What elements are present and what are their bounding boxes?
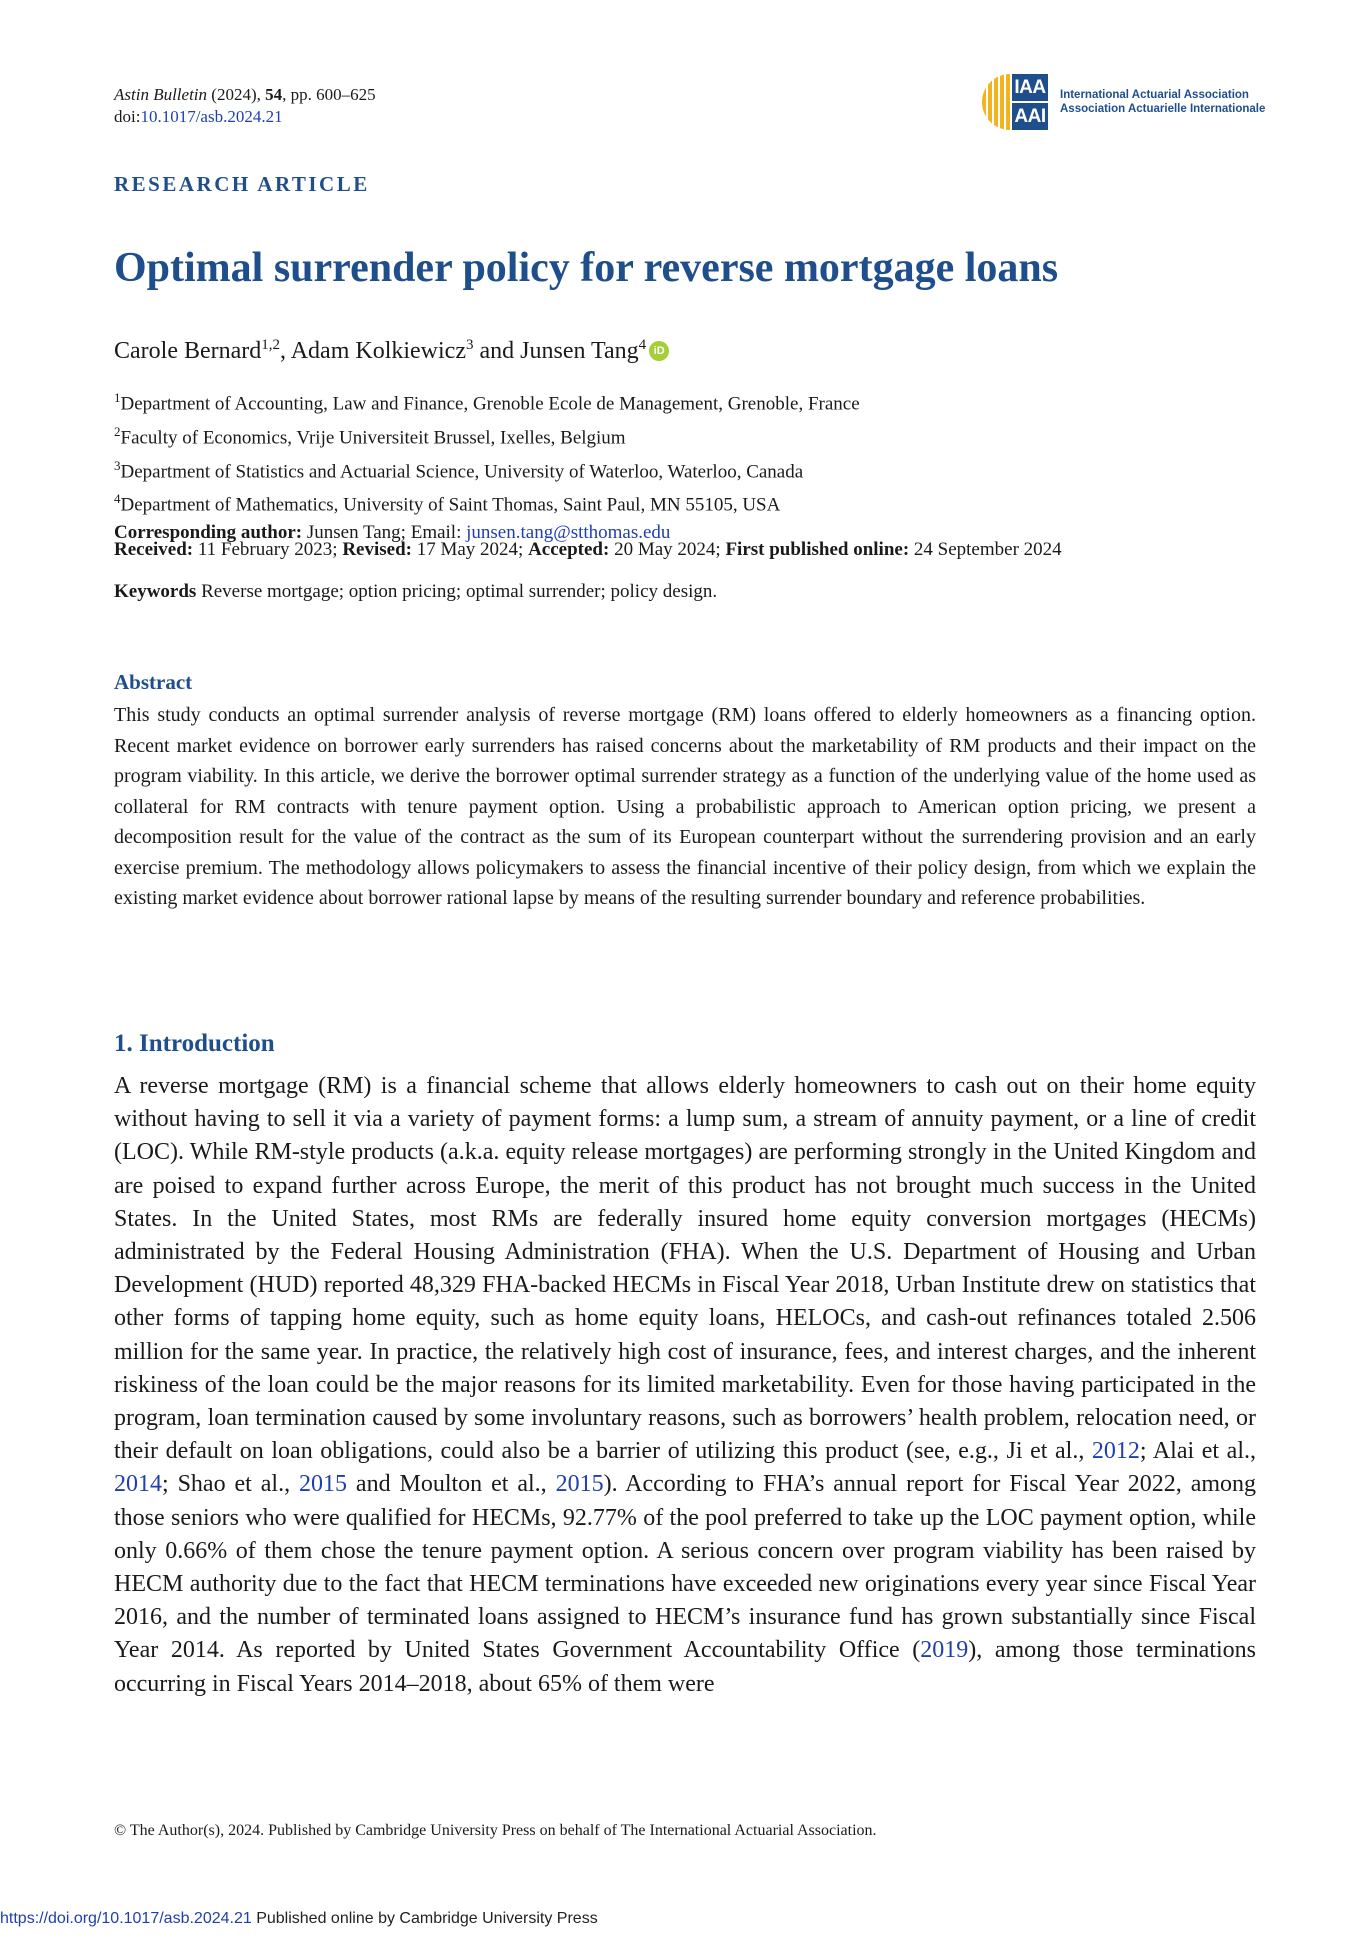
keywords: [114, 580, 717, 604]
author-3-affil: 4: [638, 337, 647, 353]
corresponding-author: Corresponding author: Junsen Tang; Email: junsen.tang@stthomas.edu: [114, 522, 671, 544]
author-1: Carole Bernard: [114, 338, 262, 364]
affiliation-1: $^1$Department of Accounting, Law and Finance, Grenoble Ecole de Management, Grenoble, France: [114, 390, 860, 415]
author-1-affil: 1,2: [261, 337, 281, 353]
citation-link[interactable]: 2012: [1091, 1438, 1140, 1465]
journal-year: (2024),: [207, 85, 266, 104]
article-title: Optimal surrender policy for reverse mortgage loans: [114, 245, 1059, 291]
doi-link[interactable]: 10.1017/asb.2024.21: [140, 107, 283, 126]
footer-doi-link[interactable]: https://doi.org/10.1017/asb.2024.21: [0, 1910, 252, 1927]
journal-citation: [114, 84, 376, 128]
article-type-label: RESEARCH ARTICLE: [114, 172, 370, 196]
page-footer: [0, 1910, 598, 1928]
keywords-text: Reverse mortgage; option pricing; optimal surrender; policy design.: [196, 581, 718, 602]
iaa-org-line1: International Actuarial Association: [1060, 89, 1249, 101]
citation-link[interactable]: 2014: [114, 1471, 162, 1498]
journal-name: Astin Bulletin: [114, 85, 208, 104]
introduction-paragraph: A reverse mortgage (RM) is a financial scheme that allows elderly homeowners to cash out on their home equity without having to sell it via a variety of payment forms: a lump sum, a stream of annuity payment, or a line of credit (LOC). While RM-style products (a.k.a. equity release mortgages) are performing strongly in the United Kingdom and are poised to expand further across Europe, the merit of this product has not brought much success in the United States. In the United States, most RMs are federally insured home equity conversion mortgages (HECMs) administrated by the Federal Housing Administration (FHA). When the U.S. Department of Housing and Urban Development (HUD) reported 48,329 FHA-backed HECMs in Fiscal Year 2018, Urban Institute drew on statistics that other forms of tapping home equity, such as home equity loans, HELOCs, and cash-out refinances totaled 2.506 million for the same year. In practice, the relatively high cost of insurance, fees, and interest charges, and the inherent riskiness of the loan could be the major reasons for its limited marketability. Even for those having participated in the program, loan termination caused by some involuntary reasons, such as borrowers’ health problem, relocation need, or their default on loan obligations, could also be a barrier of utilizing this product (see, e.g., Ji et al., 2012; Alai et al., 2014; Shao et al., 2015 and Moulton et al., 2015). According to FHA’s annual report for Fiscal Year 2022, among those seniors who were qualified for HECMs, 92.77% of the pool preferred to take up the LOC payment option, while only 0.66% of them chose the tenure payment option. A serious concern over program viability has been raised by HECM authority due to the fact that HECM terminations have exceeded new originations every year since Fiscal Year 2016, and the number of terminated loans assigned to HECM’s insurance fund has grown substantially since Fiscal Year 2014. As reported by United States Government Accountability Office (2019), among those terminations occurring in Fiscal Years 2014–2018, about 65% of them were: [114, 1073, 1257, 1697]
iaa-abbr-box: [1012, 74, 1048, 130]
abstract-text: This study conducts an optimal surrender analysis of reverse mortgage (RM) loans offered to elderly homeowners as a financing option. Recent market evidence on borrower early surrenders has raised concerns about the marketability of RM products and their impact on the program viability. In this article, we derive the borrower optimal surrender strategy as a function of the underlying value of the home used as collateral for RM contracts with tenure payment option. Using a probabilistic approach to American option pricing, we present a decomposition result for the value of the contract as the sum of its European counterpart without the surrendering provision and an early exercise premium. The methodology allows policymakers to assess the financial incentive of their policy design, from which we explain the existing market evidence about borrower rational lapse by means of the resulting surrender boundary and reference probabilities.: [114, 704, 1256, 909]
iaa-abbr-bottom: AAI: [1014, 106, 1046, 127]
iaa-emblem-icon: [982, 70, 1052, 134]
author-2-affil: 3: [465, 337, 474, 353]
author-list: [114, 330, 669, 366]
abstract-heading: Abstract: [114, 670, 193, 694]
keywords-label: Keywords: [114, 581, 197, 602]
doi-prefix: doi:: [114, 107, 141, 126]
affiliation-2: $^2$Faculty of Economics, Vrije Universiteit Brussel, Ixelles, Belgium: [114, 423, 626, 449]
journal-pages: , pp. 600–625: [282, 85, 376, 104]
section-heading-introduction: 1. Introduction: [114, 1030, 275, 1057]
affiliation-4: $^4$Department of Mathematics, University of Saint Thomas, Saint Paul, MN 55105, USA: [114, 491, 781, 516]
iaa-abbr-top: IAA: [1012, 74, 1048, 103]
copyright-notice: © The Author(s), 2024. Published by Cambridge University Press on behalf of The International Actuarial Association.: [114, 1822, 877, 1839]
affiliation-3: $^3$Department of Statistics and Actuarial Science, University of Waterloo, Waterloo, Canada: [114, 457, 804, 482]
email-link[interactable]: junsen.tang@stthomas.edu: [466, 522, 671, 544]
iaa-logo: [982, 70, 1265, 134]
journal-volume: 54: [265, 85, 283, 104]
affiliations: [114, 384, 860, 547]
citation-link[interactable]: 2015: [555, 1471, 604, 1498]
iaa-org-name: [1060, 88, 1265, 116]
author-2: , Adam Kolkiewicz: [280, 338, 466, 364]
author-3: and Junsen Tang: [473, 338, 639, 364]
citation-link[interactable]: 2019: [920, 1637, 969, 1664]
footer-publisher-text: Published online by Cambridge University Press: [251, 1910, 598, 1927]
iaa-org-line2: Association Actuarielle Internationale: [1060, 103, 1266, 115]
citation-link[interactable]: 2015: [299, 1471, 347, 1498]
orcid-icon[interactable]: iD: [649, 341, 669, 361]
publication-dates: Received: 11 February 2023; Revised: 17 May 2024; Accepted: 20 May 2024; First published online: 24 September 2024: [114, 539, 1062, 560]
